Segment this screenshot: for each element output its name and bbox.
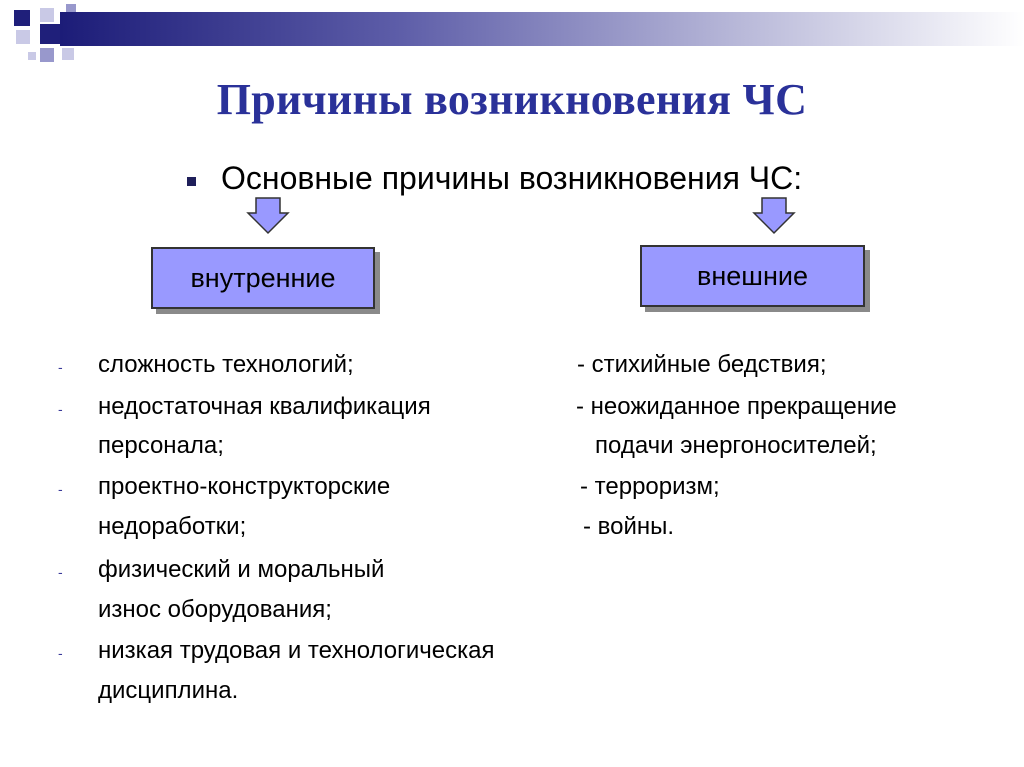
list-marker: - [58, 359, 63, 375]
list-item: - терроризм; [580, 473, 720, 500]
decor-square-light [28, 52, 36, 60]
list-item: - стихийные бедствия; [577, 351, 827, 378]
list-item: недостаточная квалификация [98, 393, 431, 420]
decor-square-dark [40, 24, 60, 44]
list-item-continuation: износ оборудования; [98, 596, 332, 623]
decor-square-mid [40, 48, 54, 62]
list-item-continuation: недоработки; [98, 513, 247, 540]
list-item: сложность технологий; [98, 351, 354, 378]
internal-causes-box: внутренние [151, 247, 375, 309]
list-marker: - [58, 564, 63, 580]
list-item: низкая трудовая и технологическая [98, 637, 495, 664]
list-item: - войны. [583, 513, 675, 540]
list-item: физический и моральный [98, 556, 385, 583]
list-item-continuation: подачи энергоносителей; [595, 432, 877, 459]
decor-square-dark [14, 10, 30, 26]
list-marker: - [58, 401, 63, 417]
header-gradient-bar [60, 12, 1024, 46]
list-item-continuation: персонала; [98, 432, 224, 459]
list-item: - неожиданное прекращение [576, 393, 897, 420]
bullet-square-icon [187, 177, 196, 186]
list-item-continuation: дисциплина. [98, 677, 239, 704]
down-arrow-icon [246, 197, 290, 235]
slide-title: Причины возникновения ЧС [216, 75, 808, 124]
decor-square-light [16, 30, 30, 44]
subtitle: Основные причины возникновения ЧС: [221, 160, 803, 196]
list-item: проектно-конструкторские [98, 473, 391, 500]
decor-square-light [40, 8, 54, 22]
list-marker: - [58, 645, 63, 661]
external-causes-box: внешние [640, 245, 865, 307]
list-marker: - [58, 481, 63, 497]
down-arrow-icon [752, 197, 796, 235]
decor-square-light [62, 48, 74, 60]
